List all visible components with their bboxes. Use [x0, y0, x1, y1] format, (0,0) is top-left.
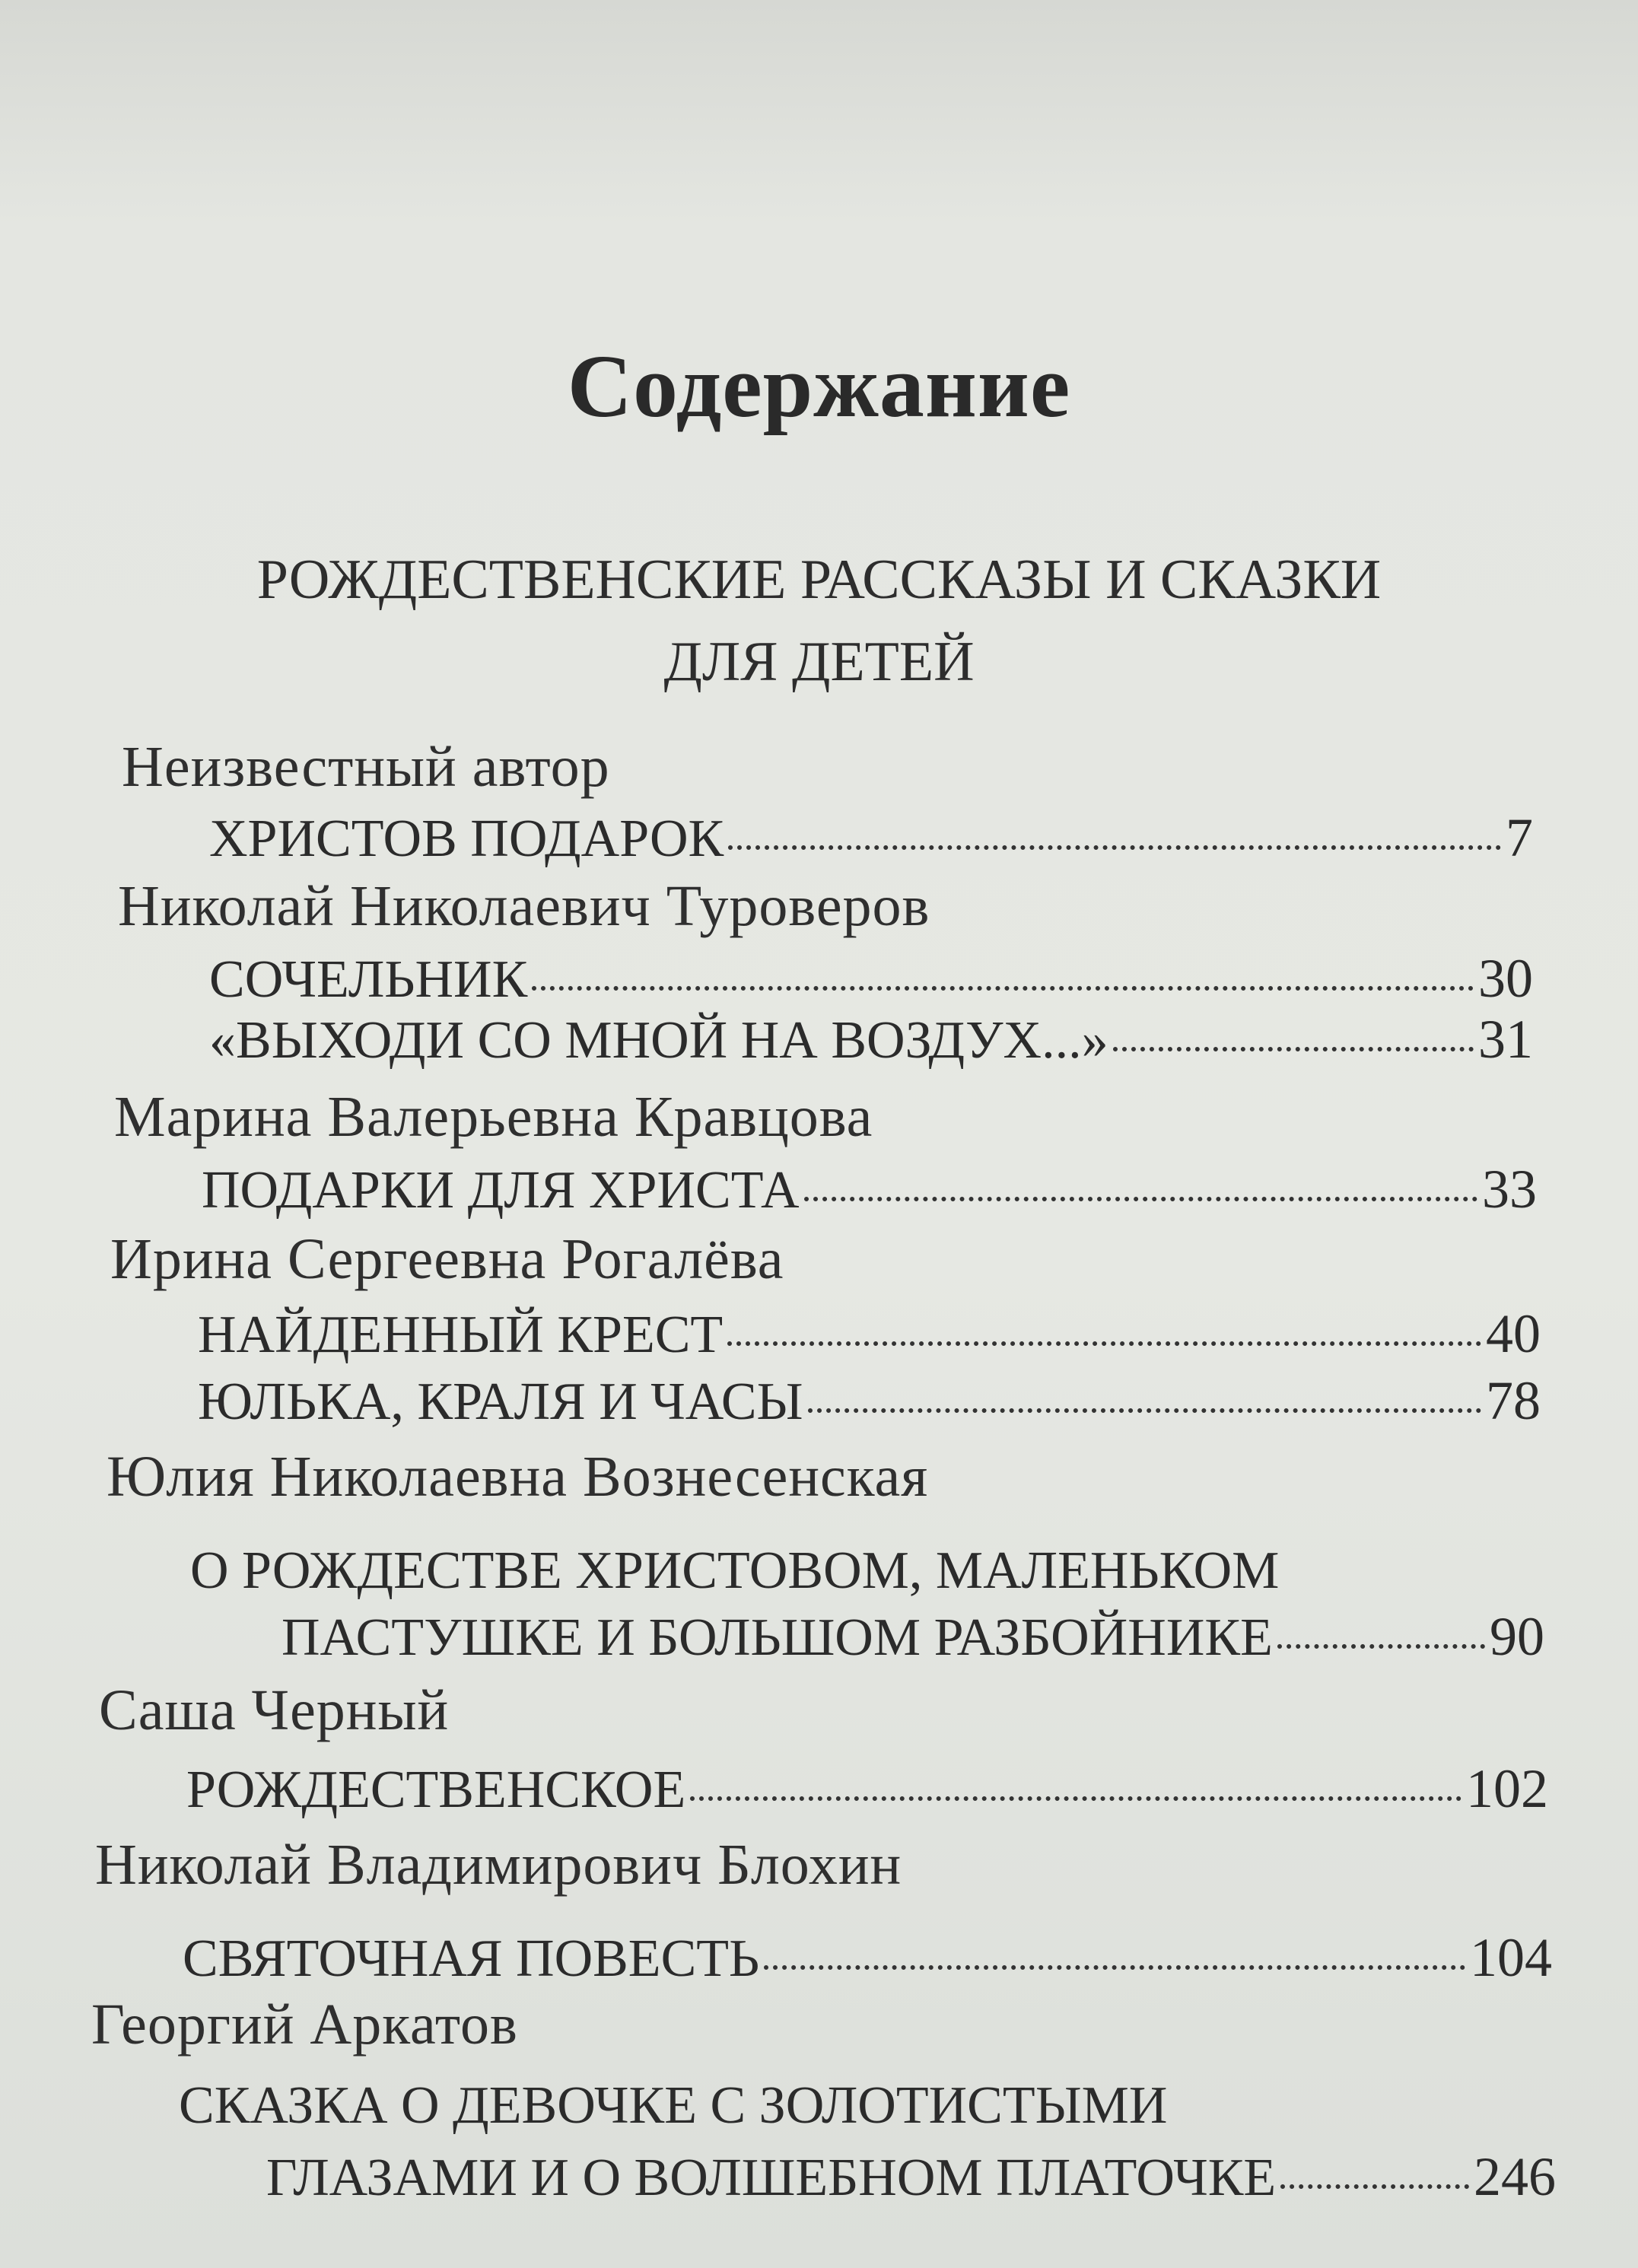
toc-author: Ирина Сергеевна Рогалёва — [110, 1227, 784, 1291]
toc-author: Юлия Николаевна Вознесенская — [107, 1445, 929, 1509]
toc-entry — [281, 1605, 1544, 1668]
toc-entry-title: «ВЫХОДИ СО МНОЙ НА ВОЗДУХ...» — [209, 1011, 1108, 1070]
toc-author: Николай Владимирович Блохин — [95, 1833, 902, 1897]
toc-entry-page: 7 — [1506, 807, 1533, 868]
section-heading-line1: РОЖДЕСТВЕНСКИЕ РАССКАЗЫ И СКАЗКИ — [256, 549, 1382, 611]
toc-leader-dots — [727, 1341, 1481, 1346]
toc-entry-page: 104 — [1470, 1927, 1552, 1988]
toc-entry-title: ЮЛЬКА, КРАЛЯ И ЧАСЫ — [198, 1373, 803, 1431]
toc-entry-title: РОЖДЕСТВЕНСКОЕ — [186, 1761, 686, 1819]
toc-entry-title: ХРИСТОВ ПОДАРОК — [209, 810, 724, 868]
toc-author: Николай Николаевич Туроверов — [118, 874, 930, 938]
page-title: Содержание — [567, 336, 1071, 436]
toc-leader-dots — [808, 1408, 1481, 1413]
toc-entry-page: 40 — [1486, 1303, 1541, 1364]
toc-entry-title: СВЯТОЧНАЯ ПОВЕСТЬ — [183, 1929, 760, 1988]
toc-entry-page: 33 — [1482, 1159, 1537, 1220]
toc-entry — [209, 1008, 1533, 1071]
toc-entry-page: 31 — [1478, 1009, 1533, 1070]
toc-entry — [198, 1303, 1541, 1366]
toc-entry — [209, 806, 1533, 870]
toc-entry-title: СОЧЕЛЬНИК — [209, 950, 528, 1009]
toc-entry — [202, 1158, 1537, 1221]
toc-leader-dots — [690, 1796, 1461, 1801]
toc-entry-page: 102 — [1466, 1758, 1548, 1819]
toc-leader-dots — [728, 845, 1501, 850]
toc-entry-page: 90 — [1490, 1606, 1544, 1667]
section-heading-line2: ДЛЯ ДЕТЕЙ — [663, 631, 975, 693]
toc-author: Саша Черный — [99, 1678, 450, 1742]
toc-entry-title-line2: ПАСТУШКЕ И БОЛЬШОМ РАЗБОЙНИКЕ — [281, 1608, 1273, 1667]
toc-author: Марина Валерьевна Кравцова — [114, 1085, 873, 1149]
toc-leader-dots — [1277, 1644, 1485, 1649]
toc-entry-page: 246 — [1474, 2146, 1556, 2207]
toc-entry-title-line1: СКАЗКА О ДЕВОЧКЕ С ЗОЛОТИСТЫМИ — [179, 2076, 1168, 2135]
toc-entry — [186, 1757, 1548, 1821]
toc-leader-dots — [764, 1965, 1465, 1970]
toc-entry-page: 30 — [1478, 948, 1533, 1009]
toc-author: Георгий Аркатов — [91, 1993, 518, 2056]
toc-entry-title-line1: О РОЖДЕСТВЕ ХРИСТОВОМ, МАЛЕНЬКОМ — [190, 1541, 1280, 1600]
toc-entry-title-line2: ГЛАЗАМИ И О ВОЛШЕБНОМ ПЛАТОЧКЕ — [266, 2149, 1277, 2207]
toc-author: Неизвестный автор — [122, 735, 610, 799]
toc-entry — [266, 2146, 1556, 2209]
toc-leader-dots — [1280, 2184, 1469, 2189]
toc-entry — [209, 947, 1533, 1010]
toc-leader-dots — [1113, 1047, 1474, 1051]
toc-leader-dots — [532, 986, 1474, 991]
toc-entry-title: НАЙДЕННЫЙ КРЕСТ — [198, 1306, 724, 1364]
toc-entry-page: 78 — [1486, 1370, 1541, 1431]
toc-entry — [198, 1369, 1541, 1433]
toc-entry — [183, 1926, 1552, 1990]
toc-leader-dots — [804, 1197, 1477, 1201]
toc-entry-title: ПОДАРКИ ДЛЯ ХРИСТА — [202, 1161, 800, 1220]
